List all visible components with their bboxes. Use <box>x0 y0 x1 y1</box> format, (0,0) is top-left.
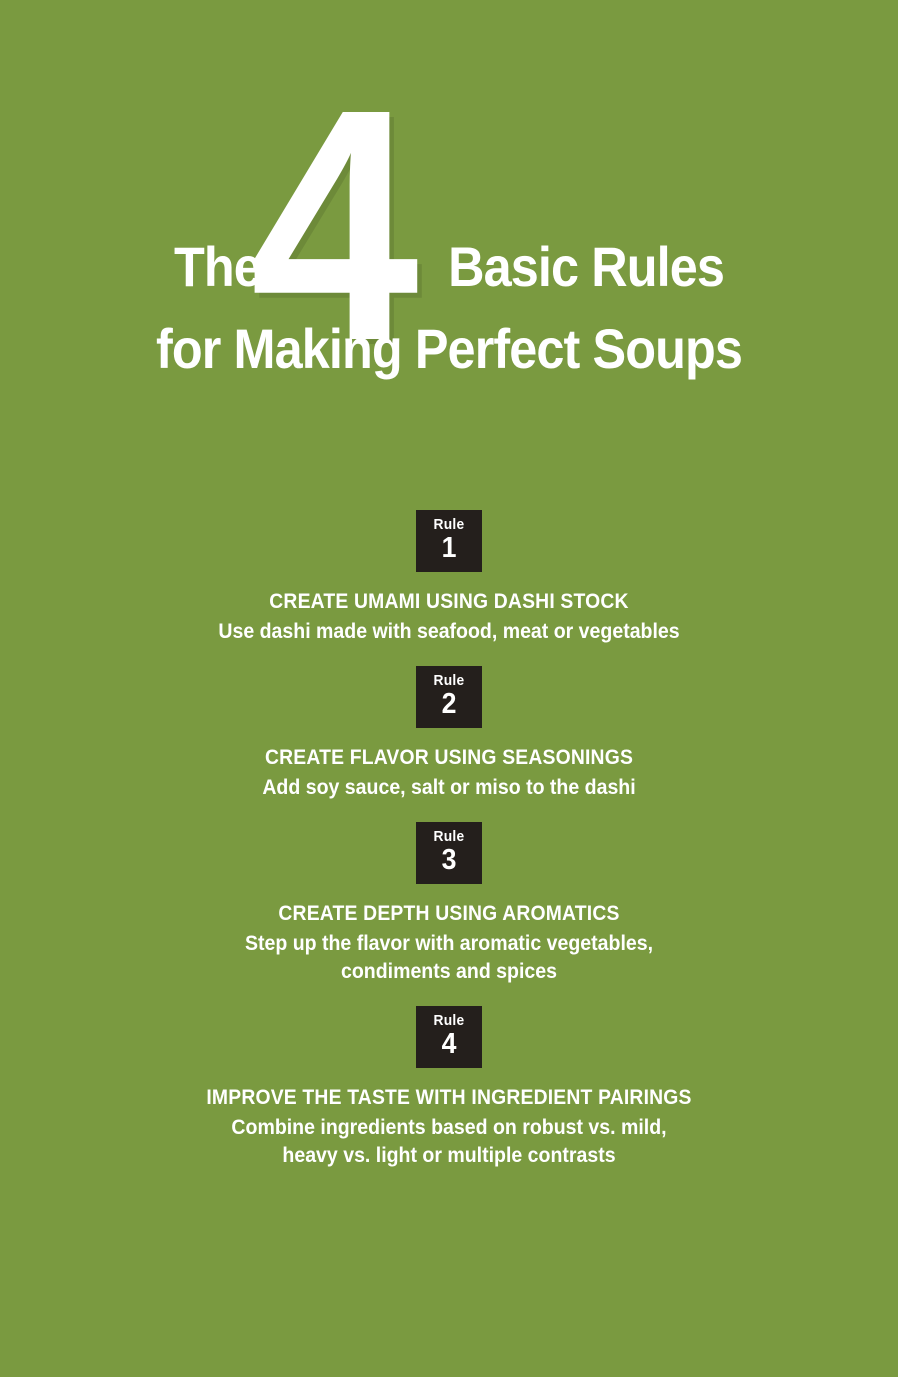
rule-body-line: Add soy sauce, salt or miso to the dashi <box>262 776 636 799</box>
rule-heading: CREATE UMAMI USING DASHI STOCK <box>269 589 629 613</box>
rule-badge-number: 2 <box>441 688 457 720</box>
rule-badge <box>416 666 482 728</box>
big-number-4: 4 <box>250 40 412 409</box>
title-block <box>0 0 898 409</box>
rule-item <box>0 822 898 986</box>
rule-badge-label: Rule <box>433 672 465 689</box>
rule-body-line: Step up the flavor with aromatic vegetables, <box>244 932 654 955</box>
rule-badge-label: Rule <box>433 516 465 533</box>
rule-badge <box>416 1006 482 1068</box>
rule-body <box>31 930 866 986</box>
rule-heading: CREATE DEPTH USING AROMATICS <box>278 901 620 925</box>
rule-badge <box>416 510 482 572</box>
rule-body <box>31 1114 866 1170</box>
rule-body-line: Use dashi made with seafood, meat or vegetables <box>218 620 680 643</box>
rules-list <box>0 510 898 1170</box>
rule-badge-number: 1 <box>441 532 457 564</box>
rule-heading: CREATE FLAVOR USING SEASONINGS <box>264 745 634 769</box>
rule-body-line: condiments and spices <box>341 960 557 983</box>
rule-badge-number: 3 <box>441 844 457 876</box>
rule-body <box>31 774 866 802</box>
title-word-basic-rules: Basic Rules <box>448 235 724 298</box>
rule-badge-label: Rule <box>433 1012 465 1029</box>
rule-body-line: Combine ingredients based on robust vs. mild, <box>231 1116 667 1139</box>
rule-badge-label: Rule <box>433 828 465 845</box>
rule-body-line: heavy vs. light or multiple contrasts <box>282 1144 616 1167</box>
rule-item <box>0 666 898 802</box>
rule-badge-number: 4 <box>441 1028 457 1060</box>
rule-item <box>0 510 898 646</box>
title-line-1 <box>45 236 853 298</box>
title-line-2: for Making Perfect Soups <box>155 317 743 380</box>
rule-item <box>0 1006 898 1170</box>
rule-body <box>31 618 866 646</box>
title-word-the: The <box>174 235 261 298</box>
rule-badge <box>416 822 482 884</box>
rule-heading: IMPROVE THE TASTE WITH INGREDIENT PAIRINGS <box>206 1085 692 1109</box>
